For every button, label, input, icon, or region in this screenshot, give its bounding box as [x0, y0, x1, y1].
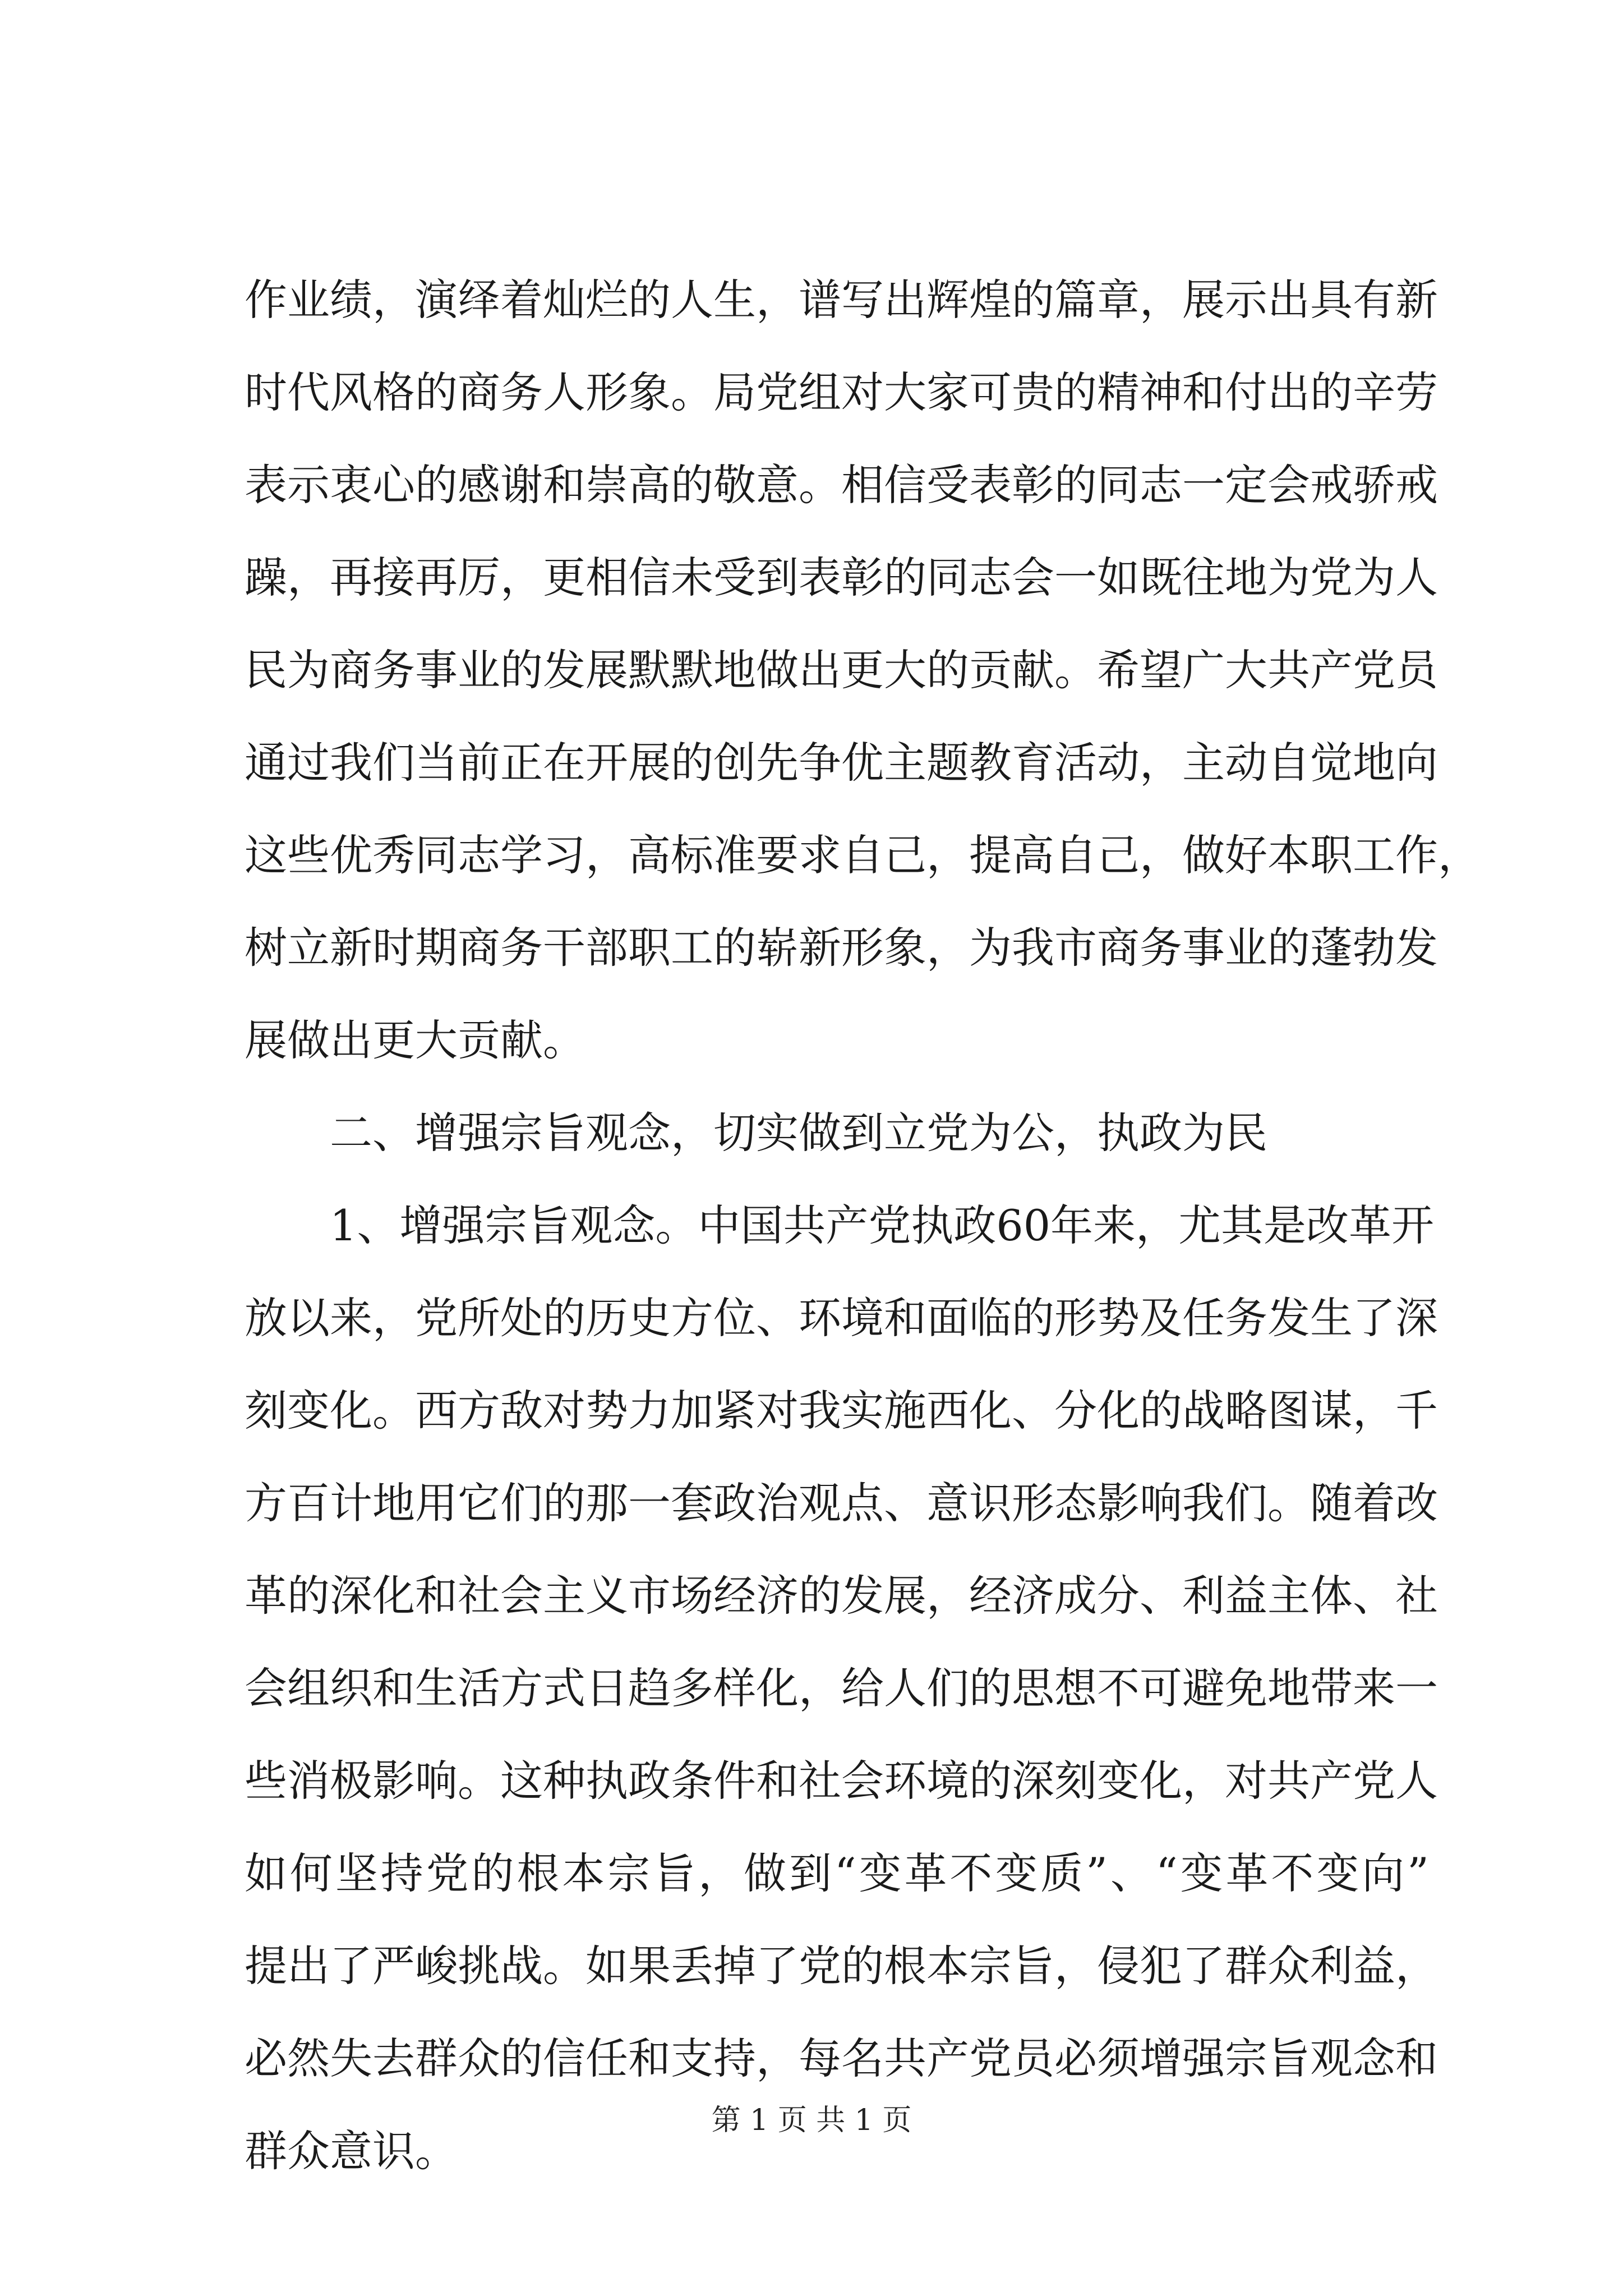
document-body	[245, 254, 1481, 2197]
body-line: 这些优秀同志学习，高标准要求自己，提高自己，做好本职工作，	[245, 830, 1481, 880]
body-line: 刻变化。西方敌对势力加紧对我实施西化、分化的战略图谋，千	[245, 1386, 1438, 1435]
body-line: 方百计地用它们的那一套政治观点、意识形态影响我们。随着改	[245, 1478, 1438, 1528]
section-heading: 二、增强宗旨观念，切实做到立党为公，执政为民	[330, 1108, 1267, 1158]
body-line: 些消极影响。这种执政条件和社会环境的深刻变化，对共产党人	[245, 1756, 1438, 1806]
body-line: 会组织和生活方式日趋多样化，给人们的思想不可避免地带来一	[245, 1663, 1438, 1713]
page-footer	[0, 2098, 1623, 2143]
body-line: 时代风格的商务人形象。局党组对大家可贵的精神和付出的辛劳	[245, 367, 1438, 417]
page-number-label: 第 1 页 共 1 页	[711, 2104, 912, 2137]
body-line: 必然失去群众的信任和支持，每名共产党员必须增强宗旨观念和	[245, 2033, 1438, 2083]
body-line: 躁，再接再厉，更相信未受到表彰的同志会一如既往地为党为人	[245, 553, 1438, 602]
body-line: 树立新时期商务干部职工的崭新形象，为我市商务事业的蓬勃发	[245, 923, 1438, 973]
body-line: 群众意识。	[245, 2126, 458, 2176]
body-line: 展做出更大贡献。	[245, 1015, 585, 1065]
body-line: 革的深化和社会主义市场经济的发展，经济成分、利益主体、社	[245, 1571, 1438, 1621]
body-line: 提出了严峻挑战。如果丢掉了党的根本宗旨，侵犯了群众利益，	[245, 1941, 1438, 1991]
body-line: 民为商务事业的发展默默地做出更大的贡献。希望广大共产党员	[245, 645, 1438, 695]
body-line: 通过我们当前正在开展的创先争优主题教育活动，主动自觉地向	[245, 738, 1438, 788]
body-line: 放以来，党所处的历史方位、环境和面临的形势及任务发生了深	[245, 1293, 1438, 1343]
body-line: 表示衷心的感谢和崇高的敬意。相信受表彰的同志一定会戒骄戒	[245, 460, 1438, 510]
body-line: 如何坚持党的根本宗旨，做到“变革不变质”、“变革不变向”	[245, 1848, 1429, 1898]
body-line: 1、增强宗旨观念。中国共产党执政60年来，尤其是改革开	[330, 1200, 1435, 1250]
body-line: 作业绩，演绎着灿烂的人生，谱写出辉煌的篇章，展示出具有新	[245, 275, 1438, 325]
